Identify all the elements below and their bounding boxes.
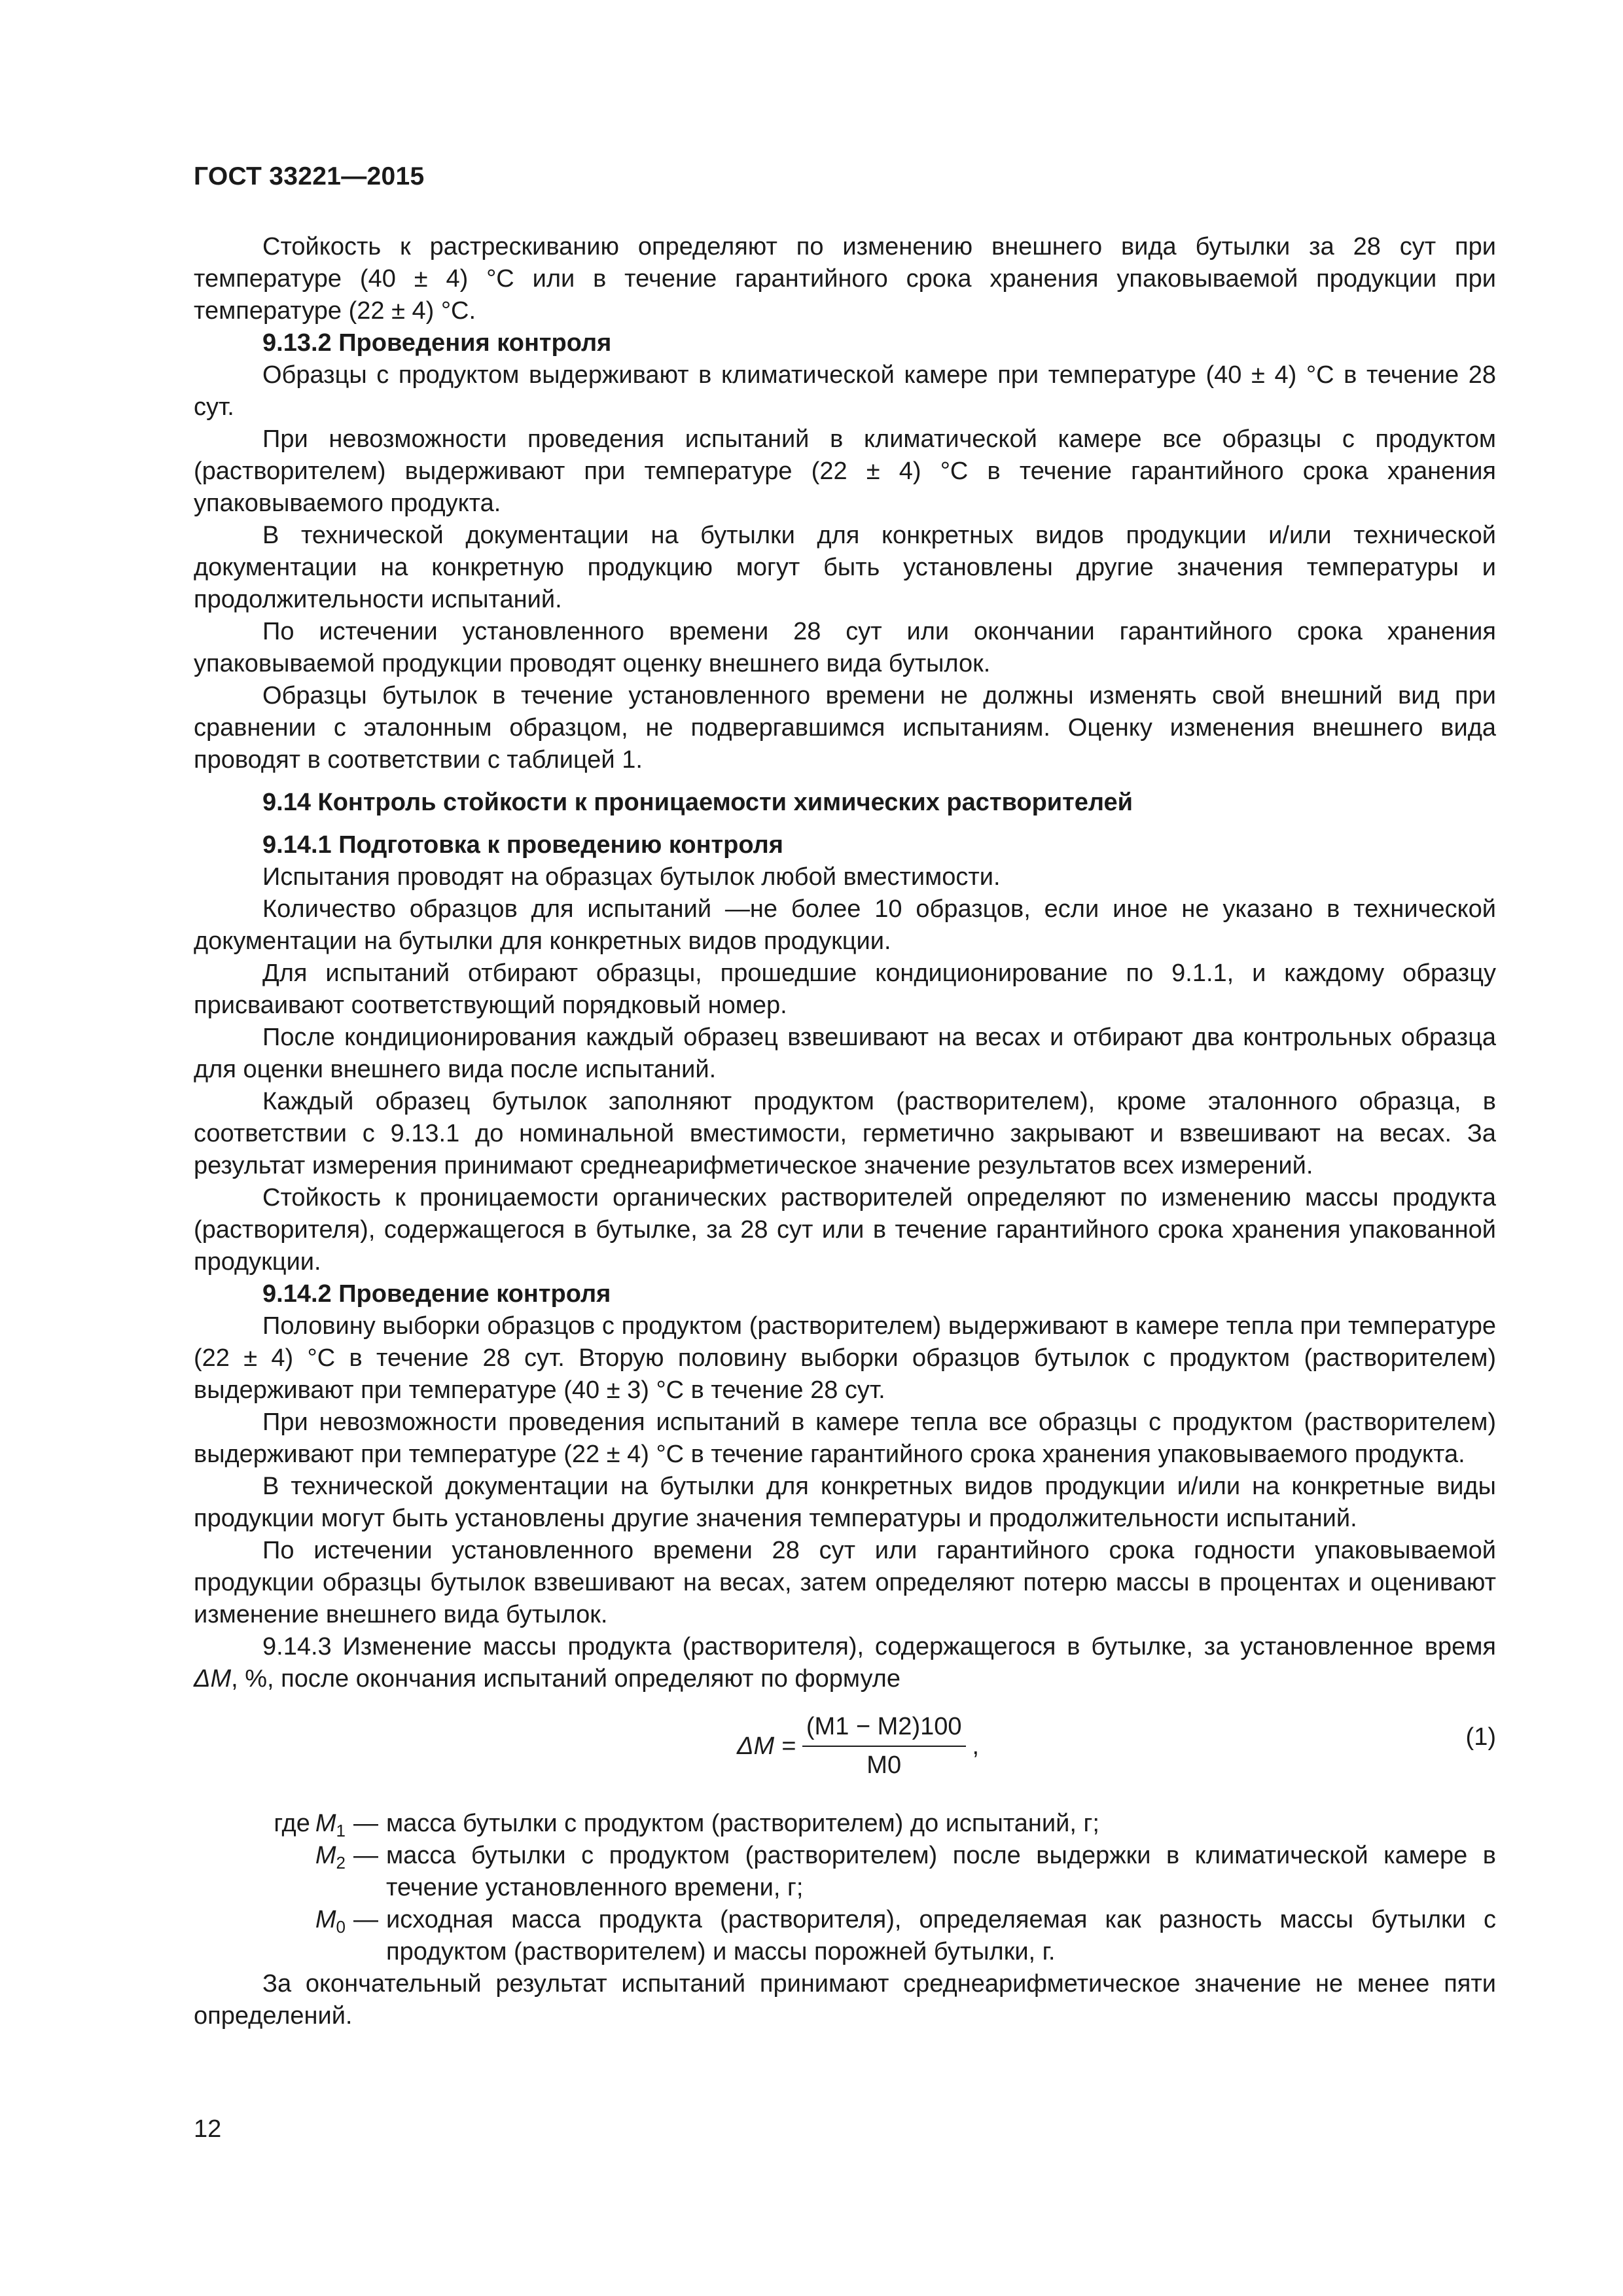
legend-description: масса бутылки с продуктом (растворителем) после выдержки в климатической камере в течение установленного времени, г; [386, 1842, 1496, 1901]
legend-intro: где [274, 1810, 310, 1837]
formula-trailing: , [972, 1732, 980, 1760]
paragraph: Для испытаний отбирают образцы, прошедшие кондиционирование по 9.1.1, и каждому образцу присваивают соответствующий порядковый номер. [194, 960, 1496, 1019]
legend-subscript: 0 [336, 1917, 346, 1937]
legend-description: исходная масса продукта (растворителя), определяемая как разность массы бутылки с продуктом (растворителем) и массы порожней бутылки, г. [386, 1906, 1496, 1965]
variable-legend [194, 1808, 1496, 1968]
paragraph: Каждый образец бутылок заполняют продуктом (растворителем), кроме эталонного образца, в соответствии с 9.13.1 до номинальной вместимости, герметично закрывают и взвешивают на весах. За результат измерения принимают среднеарифметическое значение результатов всех измерений. [194, 1088, 1496, 1179]
paragraph: При невозможности проведения испытаний в камере тепла все образцы с продуктом (растворителем) выдерживают при температуре (22 ± 4) °С в течение гарантийного срока хранения упаковываемого продукта. [194, 1408, 1496, 1468]
paragraph-text: , %, после окончания испытаний определяют по формуле [231, 1665, 901, 1693]
formula-lhs: ΔM = [737, 1732, 796, 1760]
formula-numerator: (M1 − M2)100 [802, 1711, 966, 1747]
document-body [194, 231, 1496, 2032]
formula-fraction [802, 1711, 966, 1782]
paragraph: По истечении установленного времени 28 сут или гарантийного срока годности упаковываемой продукции образцы бутылок взвешивают на весах, затем определяют потерю массы в процентах и оценивают изменение внешнего вида бутылок. [194, 1537, 1496, 1628]
legend-subscript: 1 [336, 1821, 346, 1840]
paragraph: Половину выборки образцов с продуктом (растворителем) выдерживают в камере тепла при температуре (22 ± 4) °С в течение 28 сут. Вторую половину выборки образцов бутылок с продуктом (растворителем) выдерживают при температуре (40 ± 3) °С в течение 28 сут. [194, 1312, 1496, 1404]
formula-denominator: M0 [866, 1751, 902, 1779]
paragraph: Стойкость к растрескиванию определяют по изменению внешнего вида бутылки за 28 сут при температуре (40 ± 4) °С или в течение гарантийного срока хранения упаковываемой продукции при температуре (22 ± 4) °С. [194, 233, 1496, 325]
legend-dash: — [353, 1906, 378, 1933]
paragraph-text: 9.14.3 Изменение массы продукта (растворителя), содержащегося в бутылке, за установленное время [262, 1633, 1496, 1660]
paragraph: После кондиционирования каждый образец взвешивают на весах и отбирают два контрольных образца для оценки внешнего вида после испытаний. [194, 1024, 1496, 1083]
paragraph: По истечении установленного времени 28 сут или окончании гарантийного срока хранения упаковываемой продукции проводят оценку внешнего вида бутылок. [194, 618, 1496, 677]
legend-item [194, 1904, 1496, 1968]
legend-symbol: M [315, 1842, 336, 1869]
legend-symbol: M [315, 1810, 336, 1837]
section-heading-9-14-2: 9.14.2 Проведение контроля [262, 1280, 611, 1308]
section-heading-9-14: 9.14 Контроль стойкости к проницаемости химических растворителей [262, 789, 1133, 816]
delta-m-symbol: ΔM [194, 1665, 232, 1693]
section-heading-9-14-1: 9.14.1 Подготовка к проведению контроля [262, 831, 783, 859]
paragraph: В технической документации на бутылки для конкретных видов продукции и/или технической документации на конкретную продукцию могут быть установлены другие значения температуры и продолжительности испытаний. [194, 522, 1496, 613]
section-heading-9-13-2: 9.13.2 Проведения контроля [262, 329, 612, 357]
paragraph: Испытания проводят на образцах бутылок любой вместимости. [262, 863, 1001, 891]
paragraph: При невозможности проведения испытаний в климатической камере все образцы с продуктом (растворителем) выдерживают при температуре (22 ± 4) °С в течение гарантийного срока хранения упаковываемого продукта. [194, 425, 1496, 517]
legend-item [194, 1808, 1496, 1840]
paragraph: Образцы с продуктом выдерживают в климатической камере при температуре (40 ± 4) °С в течение 28 сут. [194, 361, 1496, 421]
legend-subscript: 2 [336, 1853, 346, 1873]
paragraph: Образцы бутылок в течение установленного времени не должны изменять свой внешний вид при сравнении с эталонным образцом, не подвергавшимся испытаниям. Оценку изменения внешнего вида проводят в соответствии с таблицей 1. [194, 682, 1496, 774]
legend-symbol: M [315, 1906, 336, 1933]
page-number: 12 [194, 2115, 222, 2143]
document-header: ГОСТ 33221—2015 [194, 162, 425, 190]
paragraph: В технической документации на бутылки для конкретных видов продукции и/или на конкретные виды продукции могут быть установлены другие значения температуры и продолжительности испытаний. [194, 1473, 1496, 1532]
legend-item [194, 1840, 1496, 1904]
equation-number: (1) [1465, 1723, 1496, 1751]
formula [737, 1711, 979, 1782]
paragraph-9-14-3 [194, 1631, 1496, 1695]
legend-dash: — [353, 1810, 378, 1837]
paragraph: Количество образцов для испытаний —не более 10 образцов, если иное не указано в технической документации на бутылки для конкретных видов продукции. [194, 895, 1496, 955]
paragraph: За окончательный результат испытаний принимают среднеарифметическое значение не менее пяти определений. [194, 1970, 1496, 2030]
legend-dash: — [353, 1842, 378, 1869]
formula-block [194, 1702, 1496, 1800]
legend-description: масса бутылки с продуктом (растворителем) до испытаний, г; [386, 1810, 1099, 1837]
paragraph: Стойкость к проницаемости органических растворителей определяют по изменению массы продукта (растворителя), содержащегося в бутылке, за 28 сут или в течение гарантийного срока хранения упакованной продукции. [194, 1184, 1496, 1276]
